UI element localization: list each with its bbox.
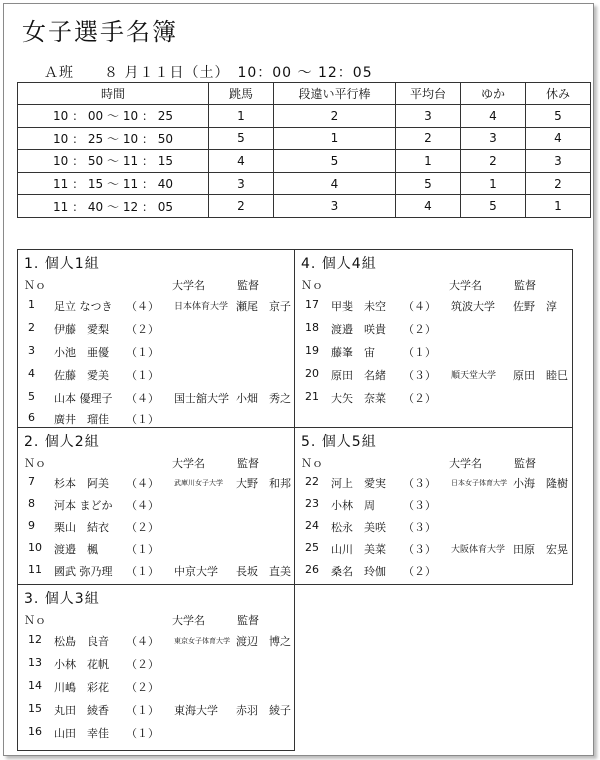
athlete-grade: （１） <box>403 346 436 359</box>
athlete-name: 山本 優理子 <box>54 392 113 405</box>
athlete-row <box>24 367 290 385</box>
time-cell: 10 ： 25 ～ 10 ： 50 <box>18 127 209 150</box>
athlete-coach: 渡辺 博之 <box>236 635 291 648</box>
athlete-coach: 赤羽 綾子 <box>236 704 291 717</box>
rotation-cell: 4 <box>209 150 274 173</box>
col-coach-label: 監督 <box>237 279 259 292</box>
athlete-number: 21 <box>305 390 319 403</box>
roster-header <box>24 612 290 628</box>
athlete-name: 丸田 綾香 <box>54 704 109 717</box>
athlete-number: 5 <box>28 390 35 403</box>
athlete-row <box>24 298 290 316</box>
session-subtitle: Ａ班 ８ 月１１日（土） 10：00 ～ 12：05 <box>44 65 373 81</box>
header-uneven-bars: 段違い平行棒 <box>274 83 396 105</box>
schedule-row <box>18 150 591 173</box>
athlete-name: 佐藤 愛美 <box>54 369 109 382</box>
group-5-box <box>294 427 573 585</box>
athlete-number: 23 <box>305 497 319 510</box>
athlete-row <box>301 298 568 316</box>
col-no-label: Ｎｏ <box>301 457 323 470</box>
athlete-number: 12 <box>28 633 42 646</box>
schedule-row <box>18 105 591 128</box>
athlete-number: 6 <box>28 411 35 424</box>
athlete-coach: 長坂 直美 <box>236 565 291 578</box>
athlete-row <box>24 656 290 674</box>
athlete-row <box>301 321 568 339</box>
athlete-name: 小池 亜優 <box>54 346 109 359</box>
athlete-name: 大矢 奈菜 <box>331 392 386 405</box>
athlete-name: 河本 まどか <box>54 499 113 512</box>
athlete-number: 16 <box>28 725 42 738</box>
header-time: 時間 <box>18 83 209 105</box>
athlete-number: 22 <box>305 475 319 488</box>
athlete-grade: （２） <box>403 323 436 336</box>
athlete-number: 7 <box>28 475 35 488</box>
athlete-grade: （３） <box>403 499 436 512</box>
athlete-grade: （２） <box>403 565 436 578</box>
rotation-cell: 1 <box>396 150 461 173</box>
athlete-coach: 原田 睦巳 <box>513 369 568 382</box>
rotation-cell: 3 <box>274 195 396 218</box>
rotation-cell: 4 <box>396 195 461 218</box>
group-2-box <box>17 427 295 585</box>
athlete-number: 25 <box>305 541 319 554</box>
athlete-number: 10 <box>28 541 42 554</box>
athlete-grade: （４） <box>126 392 159 405</box>
group-roster-grid <box>17 249 571 754</box>
group-title: 4. 個人4組 <box>301 256 377 272</box>
col-coach-label: 監督 <box>237 457 259 470</box>
col-university-label: 大学名 <box>449 457 482 470</box>
athlete-name: 藤峯 宙 <box>331 346 375 359</box>
time-cell: 11 ： 15 ～ 11 ： 40 <box>18 172 209 195</box>
athlete-number: 17 <box>305 298 319 311</box>
athlete-row <box>24 390 290 408</box>
athlete-name: 松永 美咲 <box>331 521 386 534</box>
athlete-university: 国士舘大学 <box>174 392 229 405</box>
athlete-grade: （１） <box>126 369 159 382</box>
rotation-cell: 3 <box>526 150 591 173</box>
schedule-row <box>18 195 591 218</box>
athlete-number: 8 <box>28 497 35 510</box>
athlete-name: 杉本 阿美 <box>54 477 109 490</box>
rotation-cell: 2 <box>461 150 526 173</box>
athlete-university: 筑波大学 <box>451 300 495 313</box>
rotation-cell: 1 <box>209 105 274 128</box>
athlete-number: 1 <box>28 298 35 311</box>
col-coach-label: 監督 <box>514 457 536 470</box>
athlete-number: 14 <box>28 679 42 692</box>
athlete-grade: （２） <box>126 323 159 336</box>
schedule-row <box>18 172 591 195</box>
athlete-name: 小林 周 <box>331 499 375 512</box>
athlete-name: 國武 弥乃理 <box>54 565 113 578</box>
athlete-row <box>24 519 290 537</box>
rotation-cell: 5 <box>396 172 461 195</box>
athlete-number: 11 <box>28 563 42 576</box>
schedule-header-row <box>18 83 591 105</box>
athlete-grade: （１） <box>126 413 159 426</box>
athlete-row <box>24 725 290 743</box>
athlete-grade: （１） <box>126 346 159 359</box>
athlete-name: 原田 名緒 <box>331 369 386 382</box>
athlete-row <box>301 367 568 385</box>
athlete-name: 桑名 玲伽 <box>331 565 386 578</box>
rotation-cell: 1 <box>274 127 396 150</box>
col-no-label: Ｎｏ <box>24 457 46 470</box>
athlete-number: 26 <box>305 563 319 576</box>
athlete-coach: 小海 隆樹 <box>513 477 568 490</box>
athlete-university: 大阪体育大学 <box>451 545 506 555</box>
col-no-label: Ｎｏ <box>301 279 323 292</box>
athlete-university: 日本女子体育大学 <box>451 479 507 487</box>
rotation-cell: 5 <box>274 150 396 173</box>
roster-header <box>301 455 568 471</box>
athlete-number: 4 <box>28 367 35 380</box>
document-page <box>3 3 594 756</box>
athlete-grade: （４） <box>126 499 159 512</box>
athlete-name: 栗山 結衣 <box>54 521 109 534</box>
group-title: 2. 個人2組 <box>24 434 100 450</box>
athlete-name: 山田 幸佳 <box>54 727 109 740</box>
col-university-label: 大学名 <box>172 279 205 292</box>
group-4-box <box>294 249 573 428</box>
athlete-name: 川嶋 彩花 <box>54 681 109 694</box>
rotation-cell: 2 <box>274 105 396 128</box>
roster-header <box>301 277 568 293</box>
rotation-cell: 3 <box>396 105 461 128</box>
athlete-row <box>301 344 568 362</box>
group-title: 1. 個人1組 <box>24 256 100 272</box>
athlete-number: 3 <box>28 344 35 357</box>
athlete-number: 24 <box>305 519 319 532</box>
athlete-grade: （１） <box>126 704 159 717</box>
rotation-cell: 3 <box>461 127 526 150</box>
athlete-grade: （４） <box>126 635 159 648</box>
time-cell: 10 ： 50 ～ 11 ： 15 <box>18 150 209 173</box>
athlete-grade: （２） <box>403 392 436 405</box>
athlete-row <box>301 541 568 559</box>
athlete-name: 渡邉 楓 <box>54 543 98 556</box>
rotation-schedule-table <box>17 82 591 218</box>
athlete-grade: （１） <box>126 543 159 556</box>
rotation-cell: 4 <box>274 172 396 195</box>
col-no-label: Ｎｏ <box>24 614 46 627</box>
col-university-label: 大学名 <box>449 279 482 292</box>
athlete-number: 15 <box>28 702 42 715</box>
athlete-number: 13 <box>28 656 42 669</box>
time-cell: 10 ： 00 ～ 10 ： 25 <box>18 105 209 128</box>
rotation-cell: 5 <box>209 127 274 150</box>
athlete-row <box>24 541 290 559</box>
athlete-number: 9 <box>28 519 35 532</box>
athlete-row <box>24 702 290 720</box>
athlete-row <box>301 475 568 493</box>
athlete-row <box>301 497 568 515</box>
group-title: 5. 個人5組 <box>301 434 377 450</box>
athlete-row <box>24 497 290 515</box>
rotation-cell: 2 <box>396 127 461 150</box>
athlete-grade: （２） <box>126 521 159 534</box>
time-cell: 11 ： 40 ～ 12 ： 05 <box>18 195 209 218</box>
roster-header <box>24 277 290 293</box>
rotation-cell: 4 <box>461 105 526 128</box>
group-3-box <box>17 584 295 751</box>
athlete-grade: （４） <box>126 300 159 313</box>
athlete-name: 甲斐 未空 <box>331 300 386 313</box>
col-no-label: Ｎｏ <box>24 279 46 292</box>
athlete-coach: 田原 宏晃 <box>513 543 568 556</box>
rotation-cell: 2 <box>526 172 591 195</box>
athlete-name: 廣井 瑠佳 <box>54 413 109 426</box>
athlete-name: 伊藤 愛梨 <box>54 323 109 336</box>
athlete-university: 東海大学 <box>174 704 218 717</box>
header-rest: 休み <box>526 83 591 105</box>
athlete-row <box>301 390 568 408</box>
athlete-university: 中京大学 <box>174 565 218 578</box>
athlete-grade: （２） <box>126 658 159 671</box>
page-title: 女子選手名簿 <box>22 18 178 46</box>
rotation-cell: 1 <box>461 172 526 195</box>
athlete-grade: （３） <box>403 521 436 534</box>
rotation-cell: 5 <box>526 105 591 128</box>
col-coach-label: 監督 <box>514 279 536 292</box>
athlete-row <box>24 321 290 339</box>
athlete-number: 18 <box>305 321 319 334</box>
athlete-number: 19 <box>305 344 319 357</box>
rotation-cell: 3 <box>209 172 274 195</box>
athlete-row <box>24 475 290 493</box>
athlete-number: 20 <box>305 367 319 380</box>
group-title: 3. 個人3組 <box>24 591 100 607</box>
athlete-row <box>24 344 290 362</box>
athlete-university: 順天堂大学 <box>451 371 497 381</box>
athlete-grade: （３） <box>403 369 436 382</box>
athlete-row <box>24 563 290 581</box>
rotation-cell: 5 <box>461 195 526 218</box>
athlete-grade: （３） <box>403 543 436 556</box>
athlete-row <box>24 679 290 697</box>
header-beam: 平均台 <box>396 83 461 105</box>
athlete-row <box>301 563 568 581</box>
athlete-grade: （３） <box>403 477 436 490</box>
athlete-grade: （１） <box>126 727 159 740</box>
athlete-coach: 小畑 秀之 <box>236 392 291 405</box>
athlete-coach: 大野 和邦 <box>236 477 291 490</box>
athlete-grade: （１） <box>126 565 159 578</box>
athlete-grade: （４） <box>126 477 159 490</box>
rotation-cell: 4 <box>526 127 591 150</box>
athlete-row <box>24 633 290 651</box>
athlete-name: 足立 なつき <box>54 300 113 313</box>
header-vault: 跳馬 <box>209 83 274 105</box>
athlete-name: 小林 花帆 <box>54 658 109 671</box>
athlete-number: 2 <box>28 321 35 334</box>
rotation-cell: 2 <box>209 195 274 218</box>
athlete-name: 河上 愛実 <box>331 477 386 490</box>
col-university-label: 大学名 <box>172 457 205 470</box>
athlete-name: 渡邉 咲貴 <box>331 323 386 336</box>
athlete-university: 日本体育大学 <box>174 302 229 312</box>
athlete-coach: 佐野 淳 <box>513 300 557 313</box>
athlete-university: 武庫川女子大学 <box>174 479 223 487</box>
col-university-label: 大学名 <box>172 614 205 627</box>
rotation-cell: 1 <box>526 195 591 218</box>
athlete-name: 山川 美菜 <box>331 543 386 556</box>
header-floor: ゆか <box>461 83 526 105</box>
col-coach-label: 監督 <box>237 614 259 627</box>
athlete-grade: （２） <box>126 681 159 694</box>
schedule-row <box>18 127 591 150</box>
athlete-name: 松島 良音 <box>54 635 109 648</box>
roster-header <box>24 455 290 471</box>
athlete-coach: 瀬尾 京子 <box>236 300 291 313</box>
athlete-grade: （４） <box>403 300 436 313</box>
athlete-row <box>301 519 568 537</box>
athlete-university: 東京女子体育大学 <box>174 637 230 645</box>
group-1-box <box>17 249 295 428</box>
